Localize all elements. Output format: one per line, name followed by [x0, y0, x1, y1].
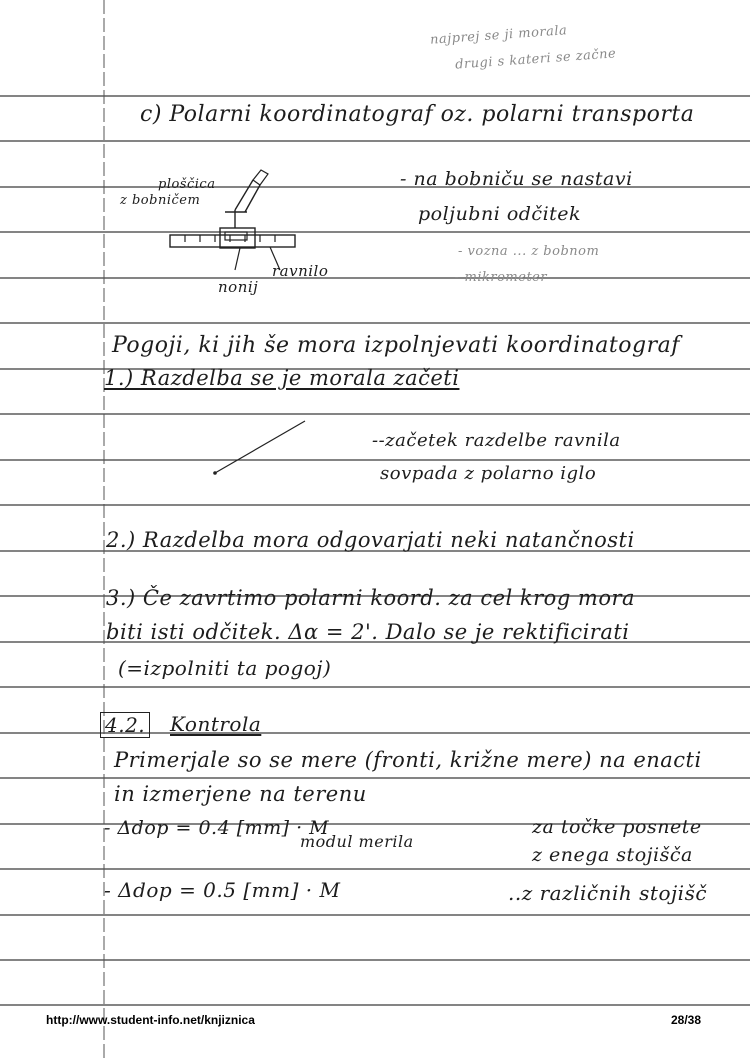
sketch-label-nonij: nonij [218, 278, 259, 296]
note-vozna: - vozna ... z bobnom [458, 244, 600, 259]
note-bobnic-line-1: - na bobniču se nastavi [400, 168, 633, 190]
section-42-line-1: Primerjale so se mere (fronti, križne mere) na enacti [114, 748, 702, 772]
condition-3-line-2: biti isti odčitek. Δα = 2'. Dalo se je rektificirati [106, 620, 630, 644]
condition-1: 1.) Razdelba se je morala začeti [104, 366, 460, 390]
condition-2: 2.) Razdelba mora odgovarjati neki natančnosti [106, 528, 635, 552]
section-c-heading: c) Polarni koordinatograf oz. polarni transporta [140, 102, 695, 127]
footer-url: http://www.student-info.net/knjiznica [46, 1013, 255, 1027]
ruler-start-line [210, 418, 310, 478]
formula-2-right: ..z različnih stojišč [508, 881, 708, 905]
section-42-title: Kontrola [170, 712, 262, 736]
section-42-line-2: in izmerjene na terenu [114, 782, 367, 806]
formula-1-note: modul merila [300, 832, 414, 851]
header-note-line-2: drugi s kateri se začne [454, 46, 617, 73]
note-bobnic-line-2: poljubni odčitek [418, 203, 582, 225]
condition-1-note-1: --začetek razdelbe ravnila [372, 430, 621, 451]
formula-1: - Δdop = 0.4 [mm] · M [104, 817, 330, 839]
header-note-line-1: najprej se ji morala [429, 23, 568, 48]
condition-1-note-2: sovpada z polarno iglo [380, 463, 597, 484]
section-42-number: 4.2. [100, 712, 150, 738]
sketch-label-ravnilo: ravnilo [272, 262, 329, 280]
note-mikrometer: - mikrometer [455, 270, 548, 285]
sketch-label-z-bobnicem: z bobničem [120, 193, 201, 208]
formula-2: - Δdop = 0.5 [mm] · M [104, 878, 341, 902]
condition-3-line-3: (=izpolniti ta pogoj) [118, 656, 332, 680]
conditions-title: Pogoji, ki jih še mora izpolnjevati koordinatograf [112, 333, 680, 358]
formula-1-right-2: z enega stojišča [532, 844, 693, 866]
page-number: 28/38 [671, 1013, 702, 1027]
sketch-label-ploscica: ploščica [158, 177, 216, 192]
formula-1-right-1: za točke posnete [532, 816, 702, 838]
condition-3-line-1: 3.) Če zavrtimo polarni koord. za cel krog mora [106, 586, 636, 610]
